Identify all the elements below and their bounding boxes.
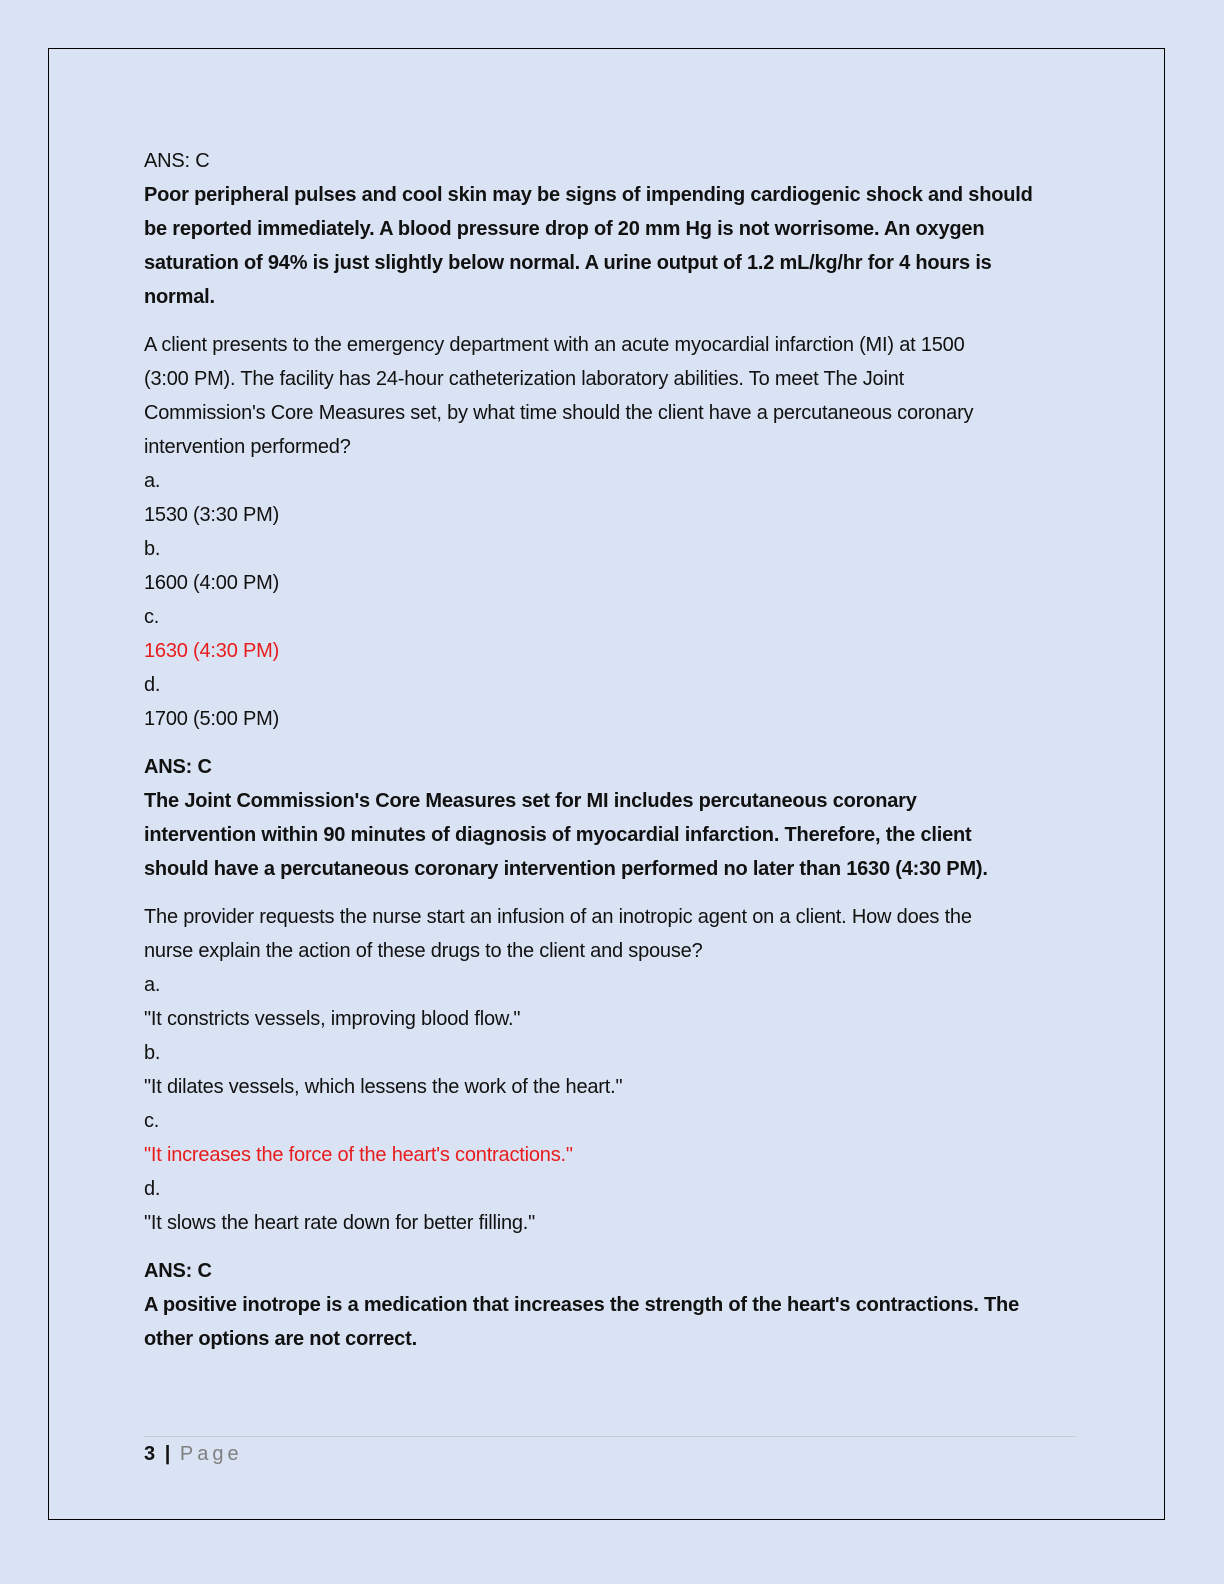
option-letter: b. [144,1042,161,1064]
rationale-line: saturation of 94% is just slightly below normal. A urine output of 1.2 mL/kg/hr for 4 hours is [144,252,992,274]
option-text: 1600 (4:00 PM) [144,572,280,594]
spacer [144,314,1080,328]
option-letter: a. [144,974,161,996]
footer-separator: | [164,1443,171,1465]
answer-label: ANS: C [144,150,210,172]
option-letter: d. [144,674,161,696]
spacer [144,1240,1080,1254]
page-content [144,144,1080,1356]
rationale-line: A positive inotrope is a medication that increases the strength of the heart's contractions. The [144,1294,1019,1316]
answer-label: ANS: C [144,756,212,778]
option-letter: b. [144,538,161,560]
option-text: "It slows the heart rate down for better filling." [144,1212,536,1234]
option-letter: d. [144,1178,161,1200]
rationale-line: The Joint Commission's Core Measures set for MI includes percutaneous coronary [144,790,917,812]
option-text-correct: "It increases the force of the heart's contractions." [144,1144,573,1166]
answer-label: ANS: C [144,1260,212,1282]
question-stem-line: (3:00 PM). The facility has 24-hour catheterization laboratory abilities. To meet The Joint [144,368,904,390]
spacer [144,736,1080,750]
option-text: 1530 (3:30 PM) [144,504,280,526]
option-text: 1700 (5:00 PM) [144,708,280,730]
option-text: "It dilates vessels, which lessens the work of the heart." [144,1076,623,1098]
question-stem-line: The provider requests the nurse start an infusion of an inotropic agent on a client. How does the [144,906,972,928]
question-stem-line: A client presents to the emergency department with an acute myocardial infarction (MI) at 1500 [144,334,965,356]
option-text: "It constricts vessels, improving blood flow." [144,1008,521,1030]
footer-divider [144,1436,1076,1437]
option-letter: c. [144,606,160,628]
option-letter: a. [144,470,161,492]
option-text-correct: 1630 (4:30 PM) [144,640,280,662]
spacer [144,886,1080,900]
page-footer [144,1440,243,1468]
page-label: Page [179,1443,243,1465]
rationale-line: normal. [144,286,215,308]
rationale-line: should have a percutaneous coronary intervention performed no later than 1630 (4:30 PM). [144,858,988,880]
rationale-line: intervention within 90 minutes of diagnosis of myocardial infarction. Therefore, the client [144,824,972,846]
page-number: 3 [144,1443,156,1465]
option-letter: c. [144,1110,160,1132]
question-stem-line: nurse explain the action of these drugs to the client and spouse? [144,940,703,962]
rationale-line: Poor peripheral pulses and cool skin may be signs of impending cardiogenic shock and should [144,184,1033,206]
rationale-line: be reported immediately. A blood pressure drop of 20 mm Hg is not worrisome. An oxygen [144,218,985,240]
rationale-line: other options are not correct. [144,1328,417,1350]
question-stem-line: Commission's Core Measures set, by what time should the client have a percutaneous coronary [144,402,974,424]
question-stem-line: intervention performed? [144,436,351,458]
